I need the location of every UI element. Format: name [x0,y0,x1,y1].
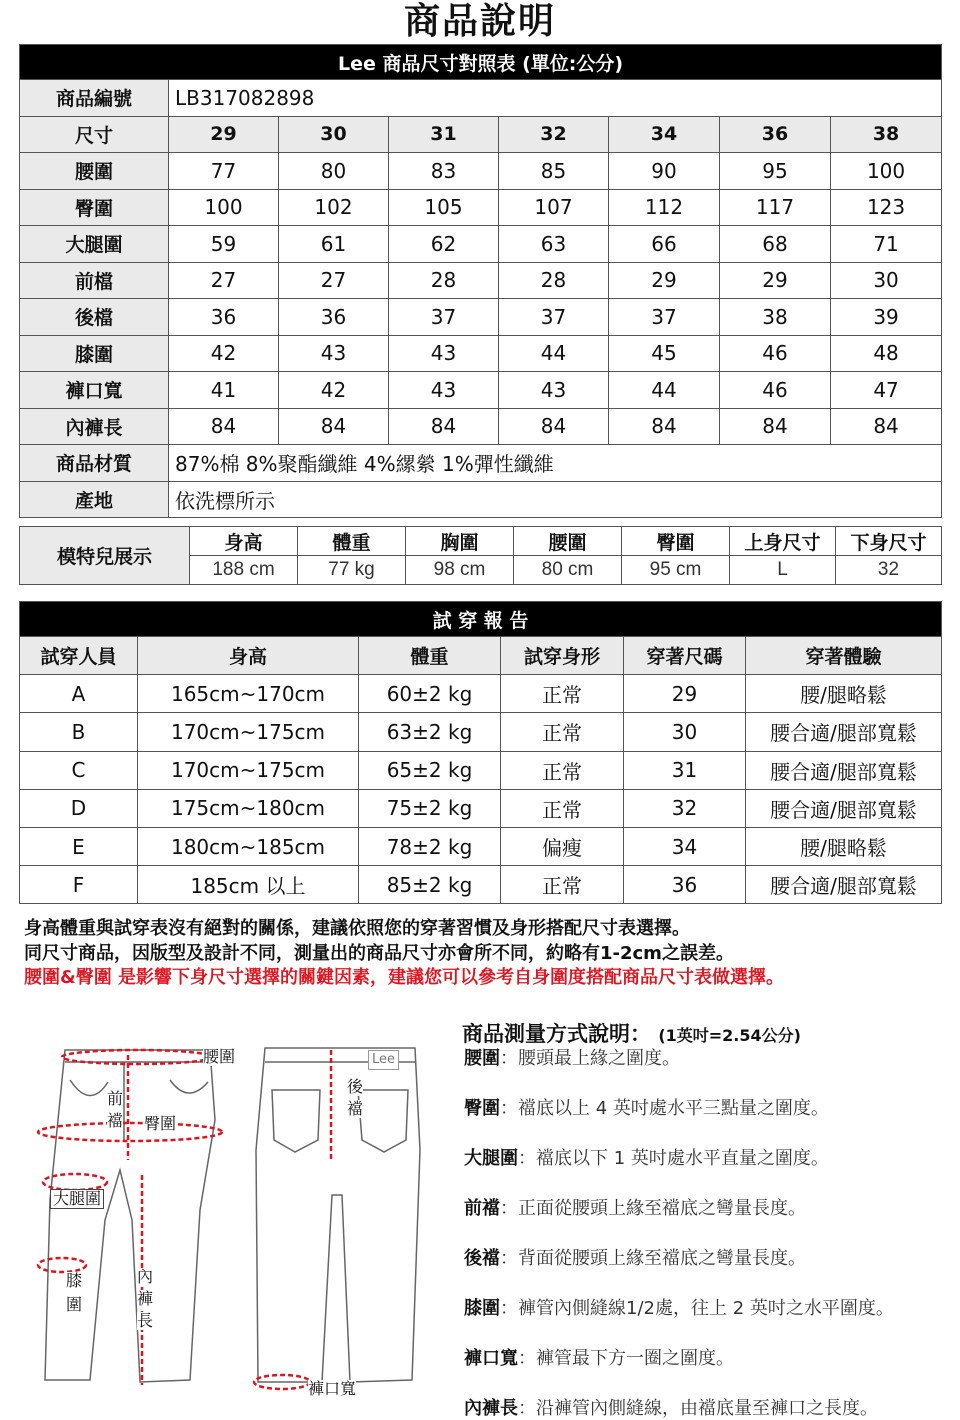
measurement-item [464,1194,806,1220]
trial-cell: 165cm~170cm [138,675,359,713]
measurement-item-desc: ：背面從腰頭上緣至襠底之彎量長度。 [500,1248,806,1269]
size-cell: 46 [720,335,831,372]
size-header-cell: 31 [389,116,499,153]
trial-cell: D [20,789,138,827]
size-cell: 77 [169,153,279,190]
trial-cell: 32 [624,789,746,827]
size-cell: 43 [499,372,609,409]
trial-cell: 75±2 kg [359,789,501,827]
size-cell: 44 [499,335,609,372]
trial-report-header: 試 穿 報 告 [20,602,942,637]
size-label: 尺寸 [20,116,169,153]
size-cell: 68 [720,226,831,263]
size-cell: 47 [831,372,942,409]
diagram-label-inseam-3: 長 [137,1311,154,1330]
size-cell: 95 [720,153,831,190]
measurement-item-name: 內褲長 [464,1398,518,1419]
trial-cell: 正常 [501,751,624,789]
size-cell: 66 [609,226,720,263]
size-row-label: 臀圍 [20,189,169,226]
model-header-cell: 體重 [298,527,406,556]
trial-row [20,789,942,827]
size-cell: 61 [279,226,389,263]
size-cell: 42 [279,372,389,409]
material-label: 商品材質 [20,445,169,482]
size-row-label: 前檔 [20,262,169,299]
model-table [19,526,942,585]
size-cell: 83 [389,153,499,190]
trial-row [20,675,942,713]
size-cell: 27 [279,262,389,299]
trial-column-header: 穿著尺碼 [624,637,746,675]
size-chart-header: Lee 商品尺寸對照表 (單位:公分) [20,45,942,80]
measurement-item [464,1094,829,1120]
lee-logo-patch: Lee [368,1050,399,1070]
size-row-label: 後檔 [20,299,169,336]
size-header-cell: 36 [720,116,831,153]
size-cell: 62 [389,226,499,263]
model-value-cell: 95 cm [622,556,730,585]
size-row [20,226,942,263]
size-cell: 84 [609,408,720,445]
measurement-item-name: 前襠 [464,1198,500,1219]
trial-cell: 65±2 kg [359,751,501,789]
size-cell: 37 [609,299,720,336]
size-cell: 123 [831,189,942,226]
measurement-item [464,1344,734,1370]
model-header-cell: 下身尺寸 [836,527,942,556]
model-header-cell: 臀圍 [622,527,730,556]
size-cell: 105 [389,189,499,226]
jeans-illustration [20,1020,430,1415]
size-cell: 38 [720,299,831,336]
trial-cell: 170cm~175cm [138,751,359,789]
measurement-item [464,1294,894,1320]
size-cell: 84 [831,408,942,445]
model-header-cell: 上身尺寸 [730,527,836,556]
size-cell: 90 [609,153,720,190]
model-label: 模特兒展示 [20,527,190,585]
size-cell: 71 [831,226,942,263]
measurement-item-desc: ：沿褲管內側縫線，由襠底量至褲口之長度。 [518,1398,878,1419]
diagram-label-back-rise-2: 襠 [347,1099,364,1118]
trial-cell: 60±2 kg [359,675,501,713]
measurement-item [464,1394,878,1420]
trial-cell: 63±2 kg [359,713,501,751]
model-header-cell: 腰圍 [514,527,622,556]
diagram-label-thigh: 大腿圍 [50,1189,104,1209]
trial-cell: 30 [624,713,746,751]
measurement-item-name: 膝圍 [464,1298,500,1319]
trial-cell: E [20,827,138,865]
trial-cell: 腰/腿略鬆 [746,827,942,865]
measurement-item-desc: ：腰頭最上緣之圍度。 [500,1048,680,1069]
trial-row [20,751,942,789]
measurement-instructions [462,1018,952,1419]
product-no-label: 商品編號 [20,80,169,117]
jeans-measurement-diagram [20,1020,430,1415]
diagram-label-knee-2: 圍 [66,1295,83,1314]
trial-cell: 36 [624,866,746,904]
measurement-item-desc: ：褲管內側縫線1/2處，往上 2 英吋之水平圍度。 [500,1298,894,1319]
size-header-row [20,116,942,153]
diagram-label-back-rise-1: 後 [347,1077,364,1096]
trial-cell: 正常 [501,713,624,751]
trial-cell: 偏瘦 [501,827,624,865]
size-cell: 107 [499,189,609,226]
diagram-label-inseam-2: 褲 [137,1289,154,1308]
size-cell: 84 [720,408,831,445]
diagram-label-inseam-1: 內 [137,1267,154,1286]
trial-cell: 腰合適/腿部寬鬆 [746,789,942,827]
size-cell: 80 [279,153,389,190]
size-row [20,299,942,336]
note-line-3: 腰圍&臀圍 是影響下身尺寸選擇的關鍵因素，建議您可以參考自身圍度搭配商品尺寸表做選擇。 [24,967,784,988]
size-header-cell: 29 [169,116,279,153]
trial-column-header: 試穿身形 [501,637,624,675]
size-header-cell: 30 [279,116,389,153]
size-header-cell: 38 [831,116,942,153]
size-cell: 28 [389,262,499,299]
measurement-item-desc: ：襠底以下 1 英吋處水平直量之圍度。 [518,1148,829,1169]
size-cell: 30 [831,262,942,299]
trial-cell: A [20,675,138,713]
trial-cell: 170cm~175cm [138,713,359,751]
size-cell: 59 [169,226,279,263]
measurement-item-desc: ：正面從腰頭上緣至襠底之彎量長度。 [500,1198,806,1219]
size-cell: 41 [169,372,279,409]
size-cell: 43 [279,335,389,372]
trial-cell: 180cm~185cm [138,827,359,865]
measurement-item-desc: ：褲管最下方一圈之圍度。 [518,1348,734,1369]
measurement-title-text: 商品測量方式說明： [462,1022,651,1046]
origin-label: 產地 [20,481,169,518]
origin: 依洗標所示 [169,481,942,518]
trial-cell: 175cm~180cm [138,789,359,827]
model-value-cell: 188 cm [190,556,298,585]
trial-row [20,713,942,751]
size-cell: 37 [389,299,499,336]
size-cell: 48 [831,335,942,372]
trial-column-header: 體重 [359,637,501,675]
trial-cell: 正常 [501,866,624,904]
material: 87%棉 8%聚酯纖維 4%縲縈 1%彈性纖維 [169,445,942,482]
model-value-cell: L [730,556,836,585]
measurement-item-desc: ：襠底以上 4 英吋處水平三點量之圍度。 [500,1098,829,1119]
size-row [20,189,942,226]
trial-cell: 腰/腿略鬆 [746,675,942,713]
size-cell: 102 [279,189,389,226]
trial-report-table [19,601,942,904]
trial-cell: 腰合適/腿部寬鬆 [746,751,942,789]
model-header-cell: 胸圍 [406,527,514,556]
trial-cell: 34 [624,827,746,865]
size-cell: 39 [831,299,942,336]
trial-cell: 31 [624,751,746,789]
measurement-unit: (1英吋=2.54公分) [658,1026,801,1045]
measurement-item [464,1044,680,1070]
size-cell: 29 [609,262,720,299]
size-cell: 27 [169,262,279,299]
size-cell: 84 [389,408,499,445]
measurement-item-name: 褲口寬 [464,1348,518,1369]
size-cell: 43 [389,372,499,409]
model-value-cell: 32 [836,556,942,585]
size-row [20,335,942,372]
note-line-1: 身高體重與試穿表沒有絕對的關係，建議依照您的穿著習慣及身形搭配尺寸表選擇。 [24,918,690,939]
size-row-label: 膝圍 [20,335,169,372]
size-cell: 63 [499,226,609,263]
measurement-item-name: 臀圍 [464,1098,500,1119]
size-row [20,372,942,409]
trial-cell: 29 [624,675,746,713]
trial-cell: B [20,713,138,751]
size-chart-table [19,44,942,518]
size-cell: 42 [169,335,279,372]
size-row [20,262,942,299]
size-cell: 46 [720,372,831,409]
size-row-label: 腰圍 [20,153,169,190]
size-row-label: 內褲長 [20,408,169,445]
size-cell: 117 [720,189,831,226]
page-title: 商品說明 [403,1,556,42]
size-cell: 28 [499,262,609,299]
diagram-label-knee-1: 膝 [66,1271,83,1290]
size-row-label: 大腿圍 [20,226,169,263]
size-cell: 45 [609,335,720,372]
trial-cell: 正常 [501,675,624,713]
note-line-2: 同尺寸商品，因版型及設計不同，測量出的商品尺寸亦會所不同，約略有1-2cm之誤差。 [24,942,734,964]
size-cell: 112 [609,189,720,226]
size-cell: 100 [169,189,279,226]
trial-column-header: 試穿人員 [20,637,138,675]
trial-cell: C [20,751,138,789]
measurement-item-name: 後襠 [464,1248,500,1269]
diagram-label-front-rise-1: 前 [107,1089,124,1108]
diagram-label-hip: 臀圍 [144,1114,177,1133]
size-header-cell: 32 [499,116,609,153]
trial-cell: F [20,866,138,904]
trial-cell: 185cm 以上 [138,866,359,904]
model-value-cell: 80 cm [514,556,622,585]
measurement-item-name: 腰圍 [464,1048,500,1069]
measurement-item [464,1144,829,1170]
diagram-label-waist: 腰圍 [203,1047,236,1066]
trial-cell: 腰合適/腿部寬鬆 [746,866,942,904]
size-row-label: 褲口寬 [20,372,169,409]
trial-cell: 正常 [501,789,624,827]
size-cell: 84 [279,408,389,445]
diagram-label-front-rise-2: 襠 [107,1111,124,1130]
size-cell: 36 [169,299,279,336]
size-row [20,408,942,445]
trial-column-header: 穿著體驗 [746,637,942,675]
measurement-item [464,1244,806,1270]
size-cell: 29 [720,262,831,299]
trial-cell: 78±2 kg [359,827,501,865]
trial-row [20,827,942,865]
trial-cell: 85±2 kg [359,866,501,904]
size-cell: 85 [499,153,609,190]
size-cell: 36 [279,299,389,336]
model-value-cell: 98 cm [406,556,514,585]
size-header-cell: 34 [609,116,720,153]
size-cell: 84 [499,408,609,445]
model-value-cell: 77 kg [298,556,406,585]
size-cell: 37 [499,299,609,336]
diagram-label-hem: 褲口寬 [308,1379,357,1398]
size-cell: 84 [169,408,279,445]
size-row [20,153,942,190]
size-cell: 43 [389,335,499,372]
trial-cell: 腰合適/腿部寬鬆 [746,713,942,751]
model-header-cell: 身高 [190,527,298,556]
size-cell: 44 [609,372,720,409]
trial-row [20,866,942,904]
size-cell: 100 [831,153,942,190]
measurement-item-name: 大腿圍 [464,1148,518,1169]
notes [24,917,944,991]
trial-column-header: 身高 [138,637,359,675]
product-no: LB317082898 [169,80,942,117]
